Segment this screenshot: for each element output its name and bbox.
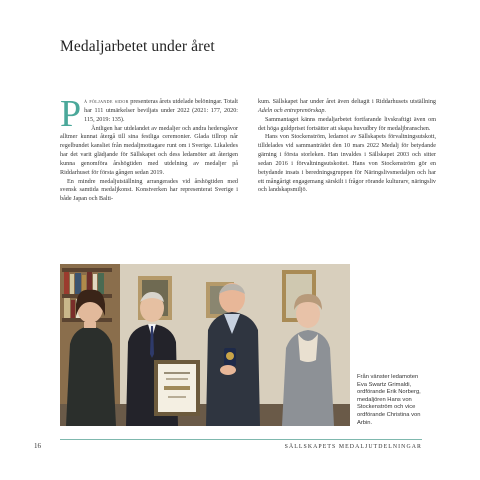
page-number: 16 — [34, 442, 41, 450]
intro-paragraph — [60, 93, 238, 135]
body-text: . — [324, 107, 326, 114]
body-paragraph: Åntligen har utdelandet av medaljer och andra hedersgåvor alltmer kunnat återgå till sina festliga ceremonier. Glada tillrop når regelbundet kansliet från medaljmottagare runt om i Sverige. Likaledes har det varit glädjande för Sällskapet och dess ledamöter att återigen kunna genomföra årshögtiden med utdelning av medaljer på Riddarhuset för första gången sedan 2019. — [60, 125, 238, 176]
lead-in-small-caps: å följande sidor — [84, 99, 129, 105]
photo-caption: Från vänster ledamoten Eva Swartz Grimaldi, ordförande Erik Norberg, medaljören Hans von Stockenström och vice ordförande Christina von Arbin. — [357, 374, 421, 426]
body-paragraph: Hans von Stockenström, ledamot av Sällskapets förvaltningsutskott, tilldelades vid sammanträdet den 10 mars 2022 Medalj för betydande gärning i första storleken. Han invaldes i Sällskapet 2003 och sitter sedan 2016 i förvaltningsutskottet. Hans von Stockenström gör en betydande insats i beredningsgruppen för Näringslivsmedaljen och har ett mångårigt engagemang särskilt i frågor rörande kulturarv, näringsliv och landskapsmiljö. — [258, 134, 436, 194]
intro-text: presenteras årets utdelade belöningar. Totalt har 111 utmärkelser beviljats under 2022 (2021: 177, 2020: 115, 2019: 135). — [84, 99, 238, 123]
exhibition-title: Adeln och entreprenörskap — [258, 107, 325, 114]
body-paragraph — [258, 98, 436, 116]
left-column — [60, 93, 238, 204]
running-head: SÄLLSKAPETS MEDALJUTDELNINGAR — [284, 444, 422, 450]
footer-rule — [60, 439, 422, 440]
body-paragraph: Sammantaget känns medaljarbetet fortfarande livskraftigt även om det höga guldpriset fortsätter att skapa huvudbry för medaljbranschen. — [258, 116, 436, 132]
body-text: kum. Sällskapet har under året även deltagit i Riddarhusets utställning — [258, 99, 436, 105]
group-photo — [60, 264, 350, 426]
right-column — [258, 98, 436, 195]
body-paragraph: En mindre medaljutställning arrangerades vid årshögtiden med svensk samtida medaljkonst. Konstverken har representerat Sverige i både Japan och Balti- — [60, 178, 238, 203]
drop-cap: P — [60, 93, 82, 135]
page-title: Medaljarbetet under året — [60, 38, 215, 55]
